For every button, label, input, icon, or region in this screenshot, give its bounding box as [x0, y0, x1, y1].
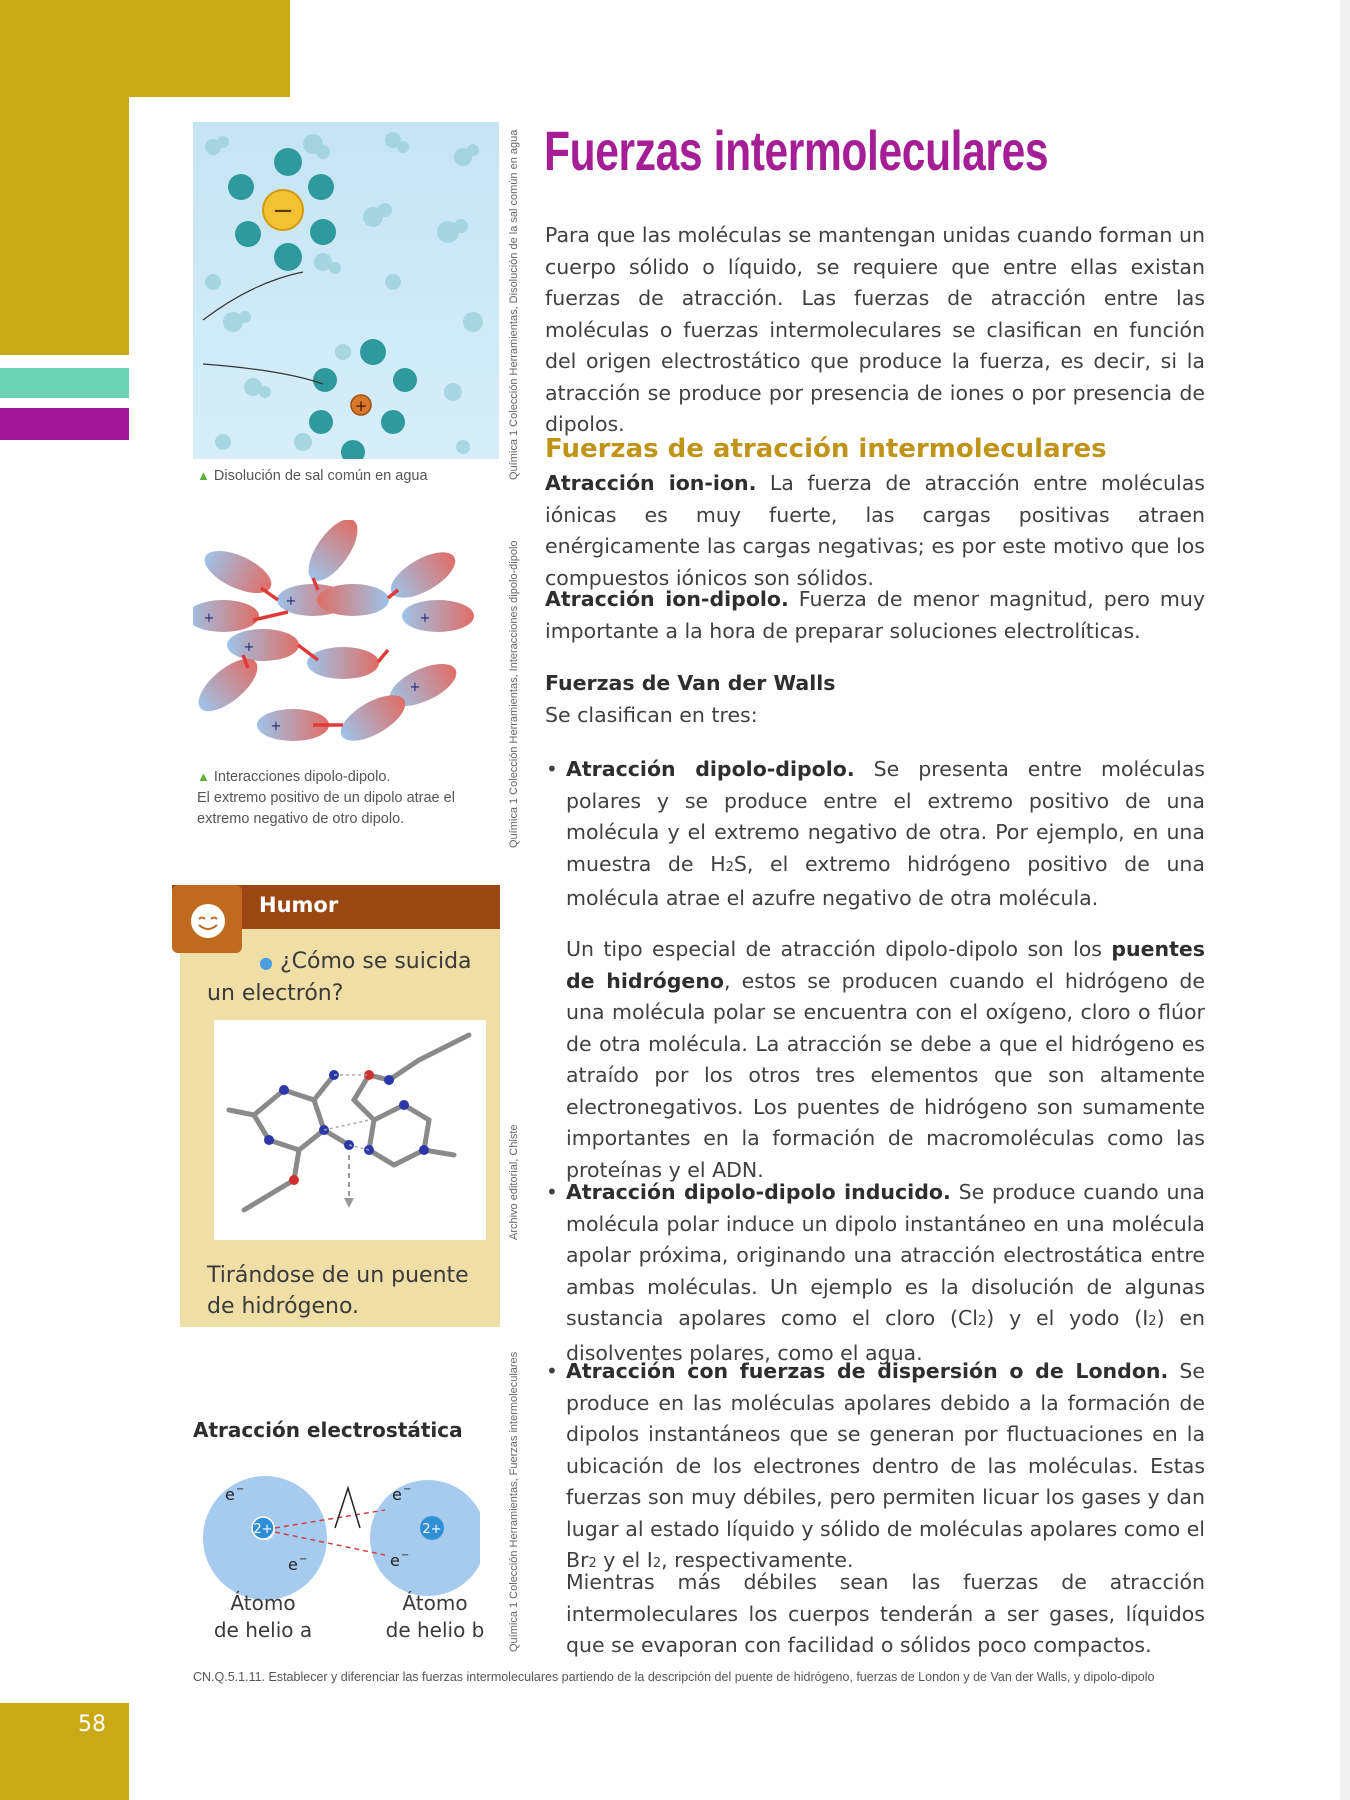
bullet-inducido — [566, 1177, 1205, 1369]
nucleus-b-label: 2+ — [422, 1522, 442, 1537]
dipole-plus-label: + — [243, 640, 255, 655]
credit-salt: Química 1 Colección Herramientas, Disolución de la sal común en agua — [508, 129, 520, 480]
london-text-c: , respectivamente. — [661, 1548, 854, 1572]
salt-diagram — [193, 122, 499, 459]
cation-sign: + — [354, 397, 368, 415]
magenta-band — [0, 408, 129, 440]
puentes-paragraph — [566, 934, 1205, 1186]
inducido-text-a: Se produce cuando una molécula polar induce un dipolo instantáneo en una molécula apolar próxima, originando una atracción electrostática entre ambas moléculas. Un ejemplo es la disolución de algunas sustancia apolares como el cloro (Cl — [566, 1180, 1205, 1330]
salt-caption-text: Disolución de sal común en agua — [213, 468, 428, 484]
humor-answer: Tirándose de un puente de hidrógeno. — [207, 1263, 469, 1319]
atom-a-line2: de helio a — [213, 1618, 313, 1642]
inducido-sub2: 2 — [1148, 1314, 1157, 1329]
dipole-caption-title: Interacciones dipolo-dipolo. — [213, 769, 391, 785]
dipole-plus-label: + — [285, 594, 297, 609]
humor-question-text: ¿Cómo se suicida un electrón? — [207, 949, 472, 1006]
dipole-caption — [197, 766, 497, 830]
electron-sign: − — [236, 1484, 245, 1495]
credit-humor: Archivo editorial, Chiste — [508, 1124, 520, 1240]
page-edge — [1340, 0, 1350, 1800]
electron-sign: − — [401, 1550, 410, 1561]
conclusion-paragraph: Mientras más débiles sean las fuerzas de atracción intermoleculares los cuerpos tenderán a ser gases, líquidos que se evaporan con facilidad o sólidos poco compactos. — [566, 1570, 1205, 1657]
ion-dipolo-text: Fuerza de menor magnitud, pero muy importante a la hora de preparar soluciones electrolíticas. — [545, 587, 1206, 643]
london-text-b: y el I — [596, 1548, 653, 1572]
humor-title: Humor — [259, 893, 339, 917]
electron-label: e — [392, 1485, 402, 1504]
london-text-a: Se produce en las moléculas apolares debido a la formación de dipolos instantáneos que se generan por fluctuaciones en la ubicación de los electrones dentro de las moléculas. Estas fuerzas son muy débiles, pero permiten licuar los gases y dan lugar al estado líquido y sólido de moléculas apolares como el Br — [566, 1359, 1205, 1572]
inducido-text-c: ) en disolventes polares, como el agua. — [566, 1306, 1205, 1365]
credit-dipolo: Química 1 Colección Herramientas, Interacciones dipolo-dipolo — [508, 540, 520, 848]
bullet-dipolo-dipolo — [566, 754, 1205, 915]
electron-label: e — [390, 1551, 400, 1570]
ion-ion-text: La fuerza de atracción entre moléculas iónicas es muy fuerte, las cargas positivas atraen enérgicamente las cargas negativas; es por este motivo que los compuestos iónicos son sólidos. — [545, 471, 1205, 590]
ion-dipolo-term: Atracción ion-dipolo. — [545, 587, 789, 611]
dipolo-term: Atracción dipolo-dipolo. — [566, 757, 855, 781]
bullet-icon: ● — [259, 953, 273, 972]
teal-band — [0, 368, 129, 398]
puentes-term: puentes de hidrógeno — [566, 937, 1205, 993]
dipole-caption-text: El extremo positivo de un dipolo atrae el extremo negativo de otro dipolo. — [197, 790, 455, 827]
salt-caption — [197, 465, 428, 487]
vdw-sub: Se clasifican en tres: — [545, 703, 758, 727]
nucleus-a-label: 2+ — [253, 1522, 273, 1537]
ion-ion-term: Atracción ion-ion. — [545, 471, 757, 495]
dipole-plus-label: + — [409, 680, 421, 695]
bullet-dot: • — [546, 1359, 558, 1383]
triangle-icon: ▲ — [197, 468, 210, 483]
electron-label: e — [288, 1555, 298, 1574]
ion-dipolo-paragraph — [545, 584, 1205, 647]
anion-sign: − — [272, 196, 294, 226]
electron-label: e — [225, 1485, 235, 1504]
puentes-text-b: , estos se producen cuando el hidrógeno de una molécula polar se encuentra con el oxígeno, cloro o flúor de otra molécula. La atracción se debe a que el hidrógeno es atraído por los otros tres elementos que son altamente electronegativos. Los puentes de hidrógeno son sumamente importantes en la formación de macromoléculas como las proteínas y el ADN. — [566, 968, 1206, 1182]
triangle-icon: ▲ — [197, 769, 210, 784]
humor-question — [207, 946, 492, 1009]
inducido-sub1: 2 — [977, 1314, 987, 1329]
vdw-heading: Fuerzas de Van der Walls — [545, 671, 836, 695]
section-title: Fuerzas de atracción intermoleculares — [545, 434, 1107, 464]
molecule-svg — [214, 1020, 486, 1240]
bullet-dot: • — [546, 1180, 558, 1204]
ion-ion-paragraph — [545, 468, 1205, 594]
dipole-plus-label: + — [419, 611, 431, 626]
page-number: 58 — [78, 1712, 106, 1737]
atom-a-line1: Átomo — [230, 1591, 296, 1615]
electron-sign: − — [299, 1554, 308, 1565]
dipole-plus-label: + — [270, 719, 282, 734]
dipolo-sub: 2 — [725, 859, 734, 875]
atom-b-line1: Átomo — [402, 1591, 468, 1615]
london-sub1: 2 — [588, 1556, 597, 1571]
inducido-text-b: ) y el yodo (I — [986, 1306, 1149, 1330]
smiley-icon — [172, 885, 242, 953]
atom-b-label — [365, 1590, 505, 1644]
credit-atoms: Química 1 Colección Herramientas, Fuerzas intermoleculares — [508, 1351, 520, 1652]
inducido-term: Atracción dipolo-dipolo inducido. — [566, 1180, 951, 1204]
puentes-text-a: Un tipo especial de atracción dipolo-dipolo son los — [566, 937, 1112, 961]
page-title: Fuerzas intermoleculares — [544, 119, 1049, 182]
dipole-diagram — [193, 520, 493, 750]
dipolo-text-a: Se presenta entre moléculas polares y se produce entre el extremo positivo de una molécula y el extremo negativo de otra. Por ejemplo, en una muestra de H — [566, 757, 1205, 876]
london-term: Atracción con fuerzas de dispersión o de London. — [566, 1359, 1169, 1383]
smiley-svg — [172, 885, 242, 953]
dipole-plus-label: + — [203, 611, 215, 626]
atom-a-label — [193, 1590, 333, 1644]
gold-band-left — [0, 97, 129, 355]
bullet-dot: • — [546, 757, 558, 781]
london-sub2: 2 — [652, 1556, 662, 1571]
bullet-london — [566, 1356, 1205, 1580]
intro-paragraph: Para que las moléculas se mantengan unidas cuando forman un cuerpo sólido o líquido, se requiere que entre ellas existan fuerzas de atracción. Las fuerzas de atracción entre las moléculas o fuerzas intermoleculares se clasifican en función del origen electrostático que produce la fuerza, es decir, si la atracción se produce por presencia de iones o por presencia de dipolos. — [545, 223, 1205, 436]
gold-band-top — [0, 0, 290, 97]
electron-sign: − — [403, 1484, 412, 1495]
atoms-diagram — [200, 1470, 480, 1610]
atom-b-line2: de helio b — [385, 1618, 485, 1642]
dipolo-text-b: S, el extremo hidrógeno positivo de una molécula atrae el azufre negativo de otra molécula. — [566, 851, 1205, 910]
curriculum-footer: CN.Q.5.1.11. Establecer y diferenciar las fuerzas intermoleculares partiendo de la descripción del puente de hidrógeno, fuerzas de London y de Van der Walls, y dipolo-dipolo — [193, 1670, 1155, 1684]
salt-dissolution-image — [193, 122, 499, 459]
molecule-image — [214, 1020, 486, 1240]
attraction-title: Atracción electrostática — [193, 1418, 463, 1442]
